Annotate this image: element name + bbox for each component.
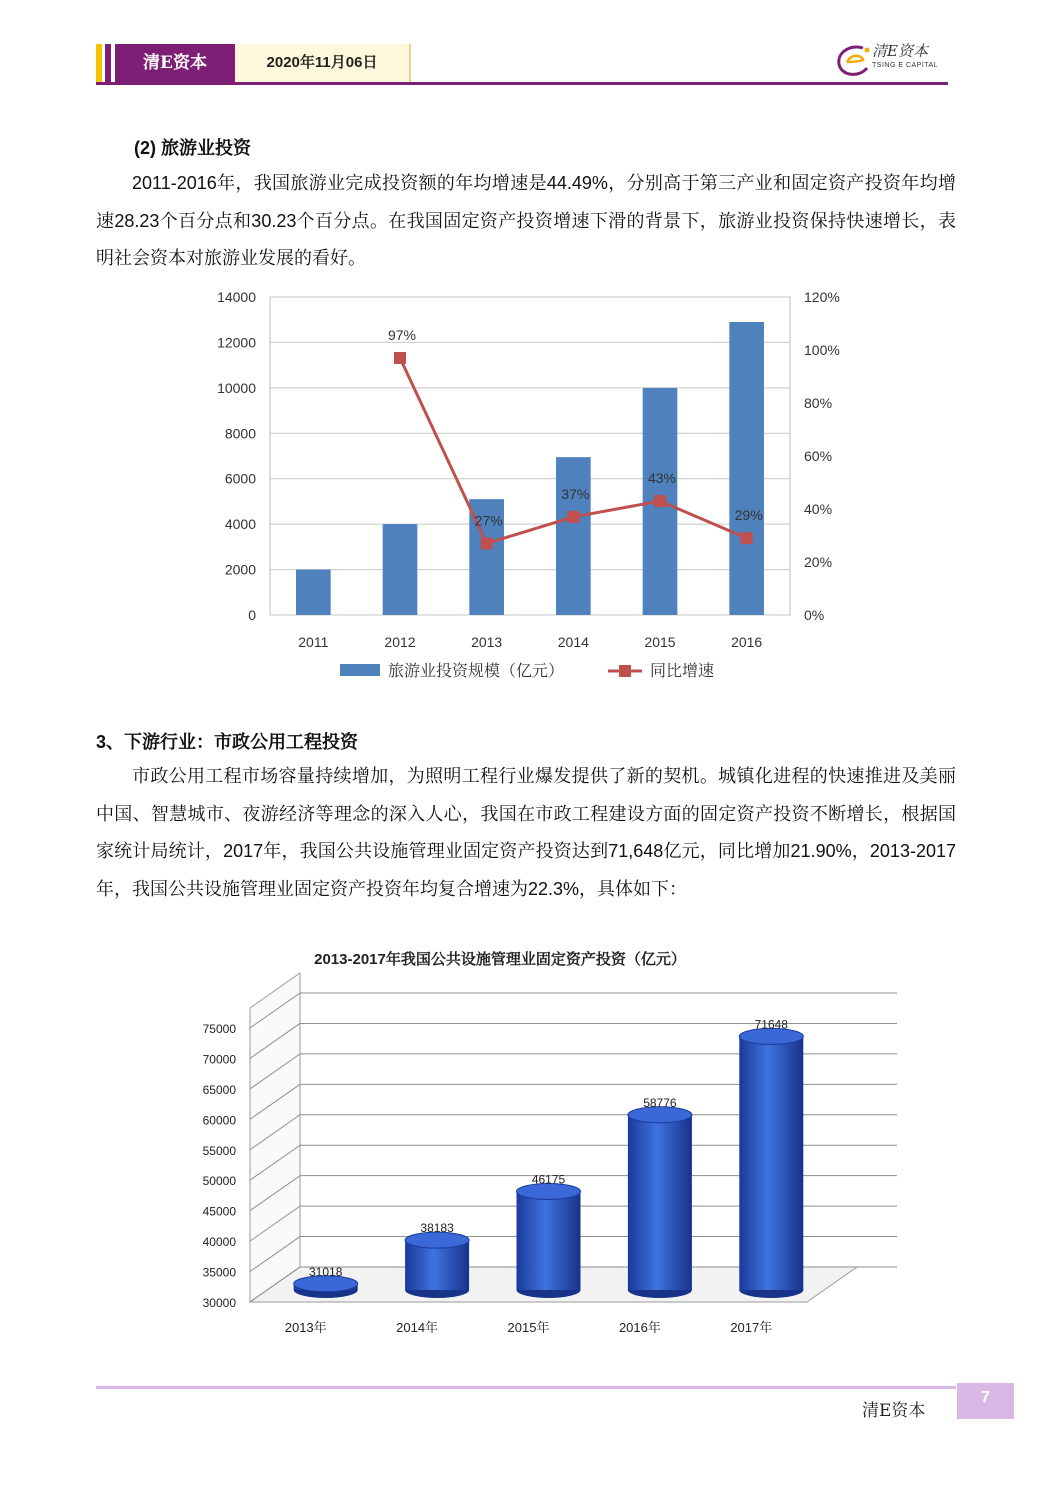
footer-brand: 清E资本 — [862, 1401, 926, 1421]
x-tick-label: 2014年 — [396, 1320, 439, 1335]
page-number: 7 — [957, 1383, 1014, 1419]
cylinder-body-2015年 — [517, 1192, 581, 1290]
x-tick-label: 2013年 — [284, 1320, 327, 1335]
header-date: 2020年11月06日 — [235, 44, 411, 82]
line-point-2016 — [741, 532, 753, 544]
y-left-tick-label: 10000 — [217, 379, 256, 396]
y-right-tick-label: 80% — [804, 395, 833, 411]
bar-tourism-2012 — [383, 524, 418, 615]
paragraph-tourism-text: 2011-2016年，我国旅游业完成投资额的年均增速是44.49%，分别高于第三产业和固定资产投资年均增速28.23个百分点和30.23个百分点。在我国固定资产投资增速下滑的背景下，旅游业投资保持快速增长，表明社会资本对旅游业发展的看好。 — [96, 173, 956, 268]
y-tick-label: 40000 — [202, 1235, 236, 1250]
y-right-tick-label: 120% — [804, 289, 840, 305]
y-left-tick-label: 0 — [248, 607, 256, 623]
y-tick-label: 65000 — [202, 1082, 236, 1097]
paragraph-tourism — [96, 165, 956, 278]
y-right-tick-label: 40% — [804, 501, 833, 517]
y-right-tick-label: 60% — [804, 448, 833, 464]
legend-swatch-bar — [340, 664, 380, 676]
cylinder-body-2016年 — [628, 1115, 692, 1290]
y-tick-label: 60000 — [202, 1113, 236, 1128]
legend-label-bar: 旅游业投资规模（亿元） — [388, 663, 565, 680]
paragraph-municipal-text: 市政公用工程市场容量持续增加，为照明工程行业爆发提供了新的契机。城镇化进程的快速推进及美丽中国、智慧城市、夜游经济等理念的深入人心，我国在市政工程建设方面的固定资产投资不断增长，根据国家统计局统计，2017年，我国公共设施管理业固定资产投资达到71,648亿元，同比增加21.90%，2013-2017年，我国公共设施管理业固定资产投资年均复合增速为22.3%，具体如下： — [96, 766, 956, 899]
x-tick-label: 2015年 — [507, 1320, 550, 1335]
header-divider — [96, 82, 948, 85]
legend-label-line: 同比增速 — [650, 663, 715, 680]
y-right-tick-label: 0% — [804, 607, 825, 623]
x-tick-label: 2015 — [644, 634, 676, 650]
y-left-tick-label: 14000 — [217, 289, 256, 305]
line-point-2013 — [481, 537, 493, 549]
footer-divider — [96, 1386, 956, 1389]
bar-tourism-2011 — [296, 570, 331, 615]
cylinder-body-2017年 — [739, 1036, 803, 1290]
tourism-investment-chart — [190, 285, 870, 695]
data-label: 31018 — [309, 1264, 343, 1279]
line-data-label: 29% — [734, 507, 763, 524]
y-left-tick-label: 12000 — [217, 334, 256, 351]
logo-text: 清E资本 — [872, 42, 928, 60]
header-brand: 清E资本 — [115, 44, 235, 82]
legend-swatch-line-marker — [619, 665, 631, 677]
y-tick-label: 50000 — [202, 1174, 236, 1189]
line-data-label: 97% — [387, 326, 417, 343]
y-left-tick-label: 8000 — [224, 425, 256, 442]
data-label: 58776 — [643, 1095, 677, 1110]
x-tick-label: 2016年 — [618, 1320, 661, 1335]
y-left-tick-label: 2000 — [224, 561, 256, 578]
y-tick-label: 30000 — [202, 1296, 236, 1310]
y-right-tick-label: 20% — [804, 554, 833, 570]
y-tick-label: 70000 — [202, 1052, 236, 1067]
section-title-municipal: 3、下游行业：市政公用工程投资 — [96, 732, 359, 752]
y-left-tick-label: 6000 — [224, 470, 256, 487]
x-tick-label: 2012 — [384, 634, 416, 650]
x-tick-label: 2016 — [731, 634, 763, 650]
y-tick-label: 75000 — [202, 1022, 236, 1036]
y-tick-label: 35000 — [202, 1265, 236, 1280]
x-tick-label: 2011 — [298, 634, 329, 650]
bar-tourism-2016 — [729, 322, 764, 615]
y-left-tick-label: 4000 — [224, 516, 256, 533]
bar-tourism-2014 — [556, 457, 591, 615]
line-point-2012 — [394, 352, 406, 364]
header-accent-purple — [105, 44, 111, 82]
line-point-2014 — [567, 511, 579, 523]
y-tick-label: 45000 — [202, 1204, 236, 1219]
x-tick-label: 2017年 — [730, 1320, 773, 1335]
data-label: 38183 — [420, 1221, 454, 1236]
line-data-label: 37% — [561, 485, 590, 502]
y-right-tick-label: 100% — [804, 342, 840, 358]
x-tick-label: 2013 — [471, 634, 503, 650]
header-accent-yellow — [96, 44, 102, 82]
section-title-tourism: (2) 旅游业投资 — [134, 138, 251, 158]
paragraph-municipal — [96, 758, 956, 908]
y-tick-label: 55000 — [202, 1143, 236, 1158]
plot-area — [270, 297, 790, 615]
data-label: 46175 — [531, 1172, 566, 1187]
data-label: 71648 — [754, 1017, 788, 1032]
chart-title: 2013-2017年我国公共设施管理业固定资产投资（亿元） — [314, 951, 686, 968]
municipal-investment-chart — [180, 940, 900, 1340]
line-data-label: 27% — [474, 512, 503, 529]
x-tick-label: 2014 — [557, 634, 589, 650]
line-data-label: 43% — [647, 470, 677, 487]
line-point-2015 — [654, 495, 666, 507]
logo-subtitle: TSING E CAPITAL — [872, 62, 939, 69]
